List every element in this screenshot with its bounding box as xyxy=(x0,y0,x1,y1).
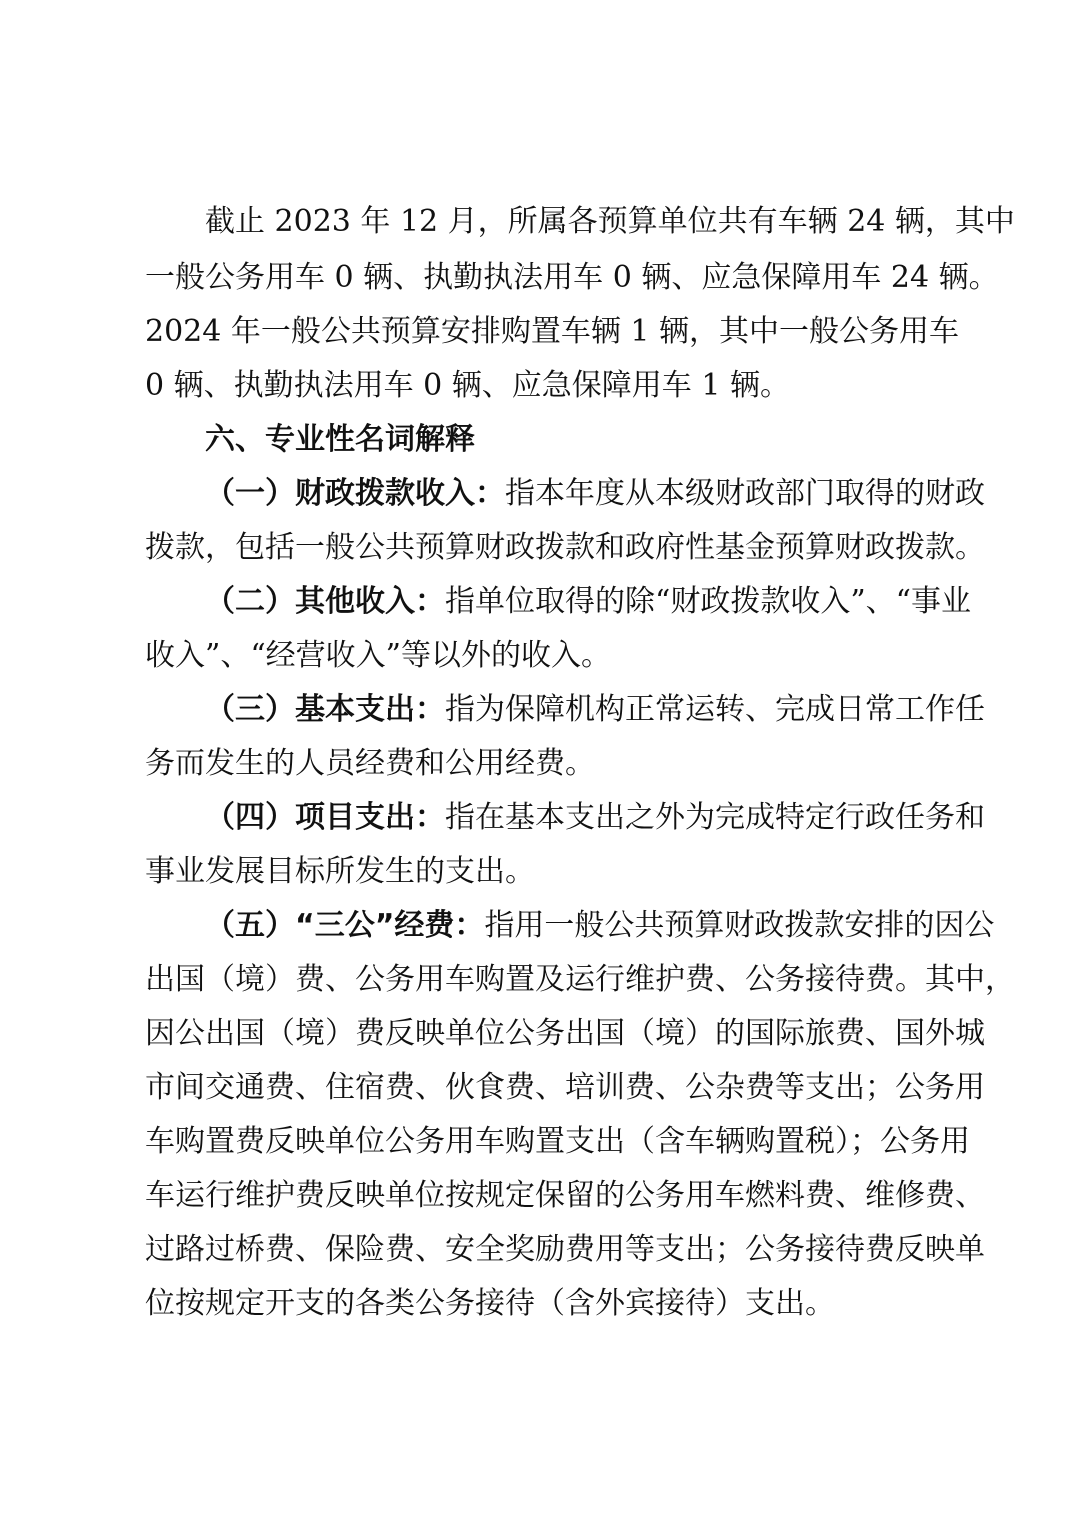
definition-5-line-6: 车运行维护费反映单位按规定保留的公务用车燃料费、维修费、 xyxy=(145,1178,985,1213)
definition-4-first-line xyxy=(205,790,985,846)
definition-5-first-line xyxy=(205,898,995,954)
definition-1-term: （一）财政拨款收入： xyxy=(205,476,505,511)
definition-5-line-8: 位按规定开支的各类公务接待（含外宾接待）支出。 xyxy=(145,1286,835,1321)
definition-1-text: 指本年度从本级财政部门取得的财政 xyxy=(505,476,985,511)
definition-1-first-line xyxy=(205,466,985,522)
definition-4-term: （四）项目支出： xyxy=(205,800,445,835)
definition-3-line-2: 务而发生的人员经费和公用经费。 xyxy=(145,746,595,781)
definition-5-line-7: 过路过桥费、保险费、安全奖励费用等支出；公务接待费反映单 xyxy=(145,1232,985,1267)
vehicles-line-3: 2024 年一般公共预算安排购置车辆 1 辆，其中一般公务用车 xyxy=(145,314,960,349)
definition-5-term: （五）“三公”经费： xyxy=(205,908,485,943)
definition-5-line-5: 车购置费反映单位公务用车购置支出（含车辆购置税）；公务用 xyxy=(145,1124,970,1159)
definition-5-line-4: 市间交通费、住宿费、伙食费、培训费、公杂费等支出；公务用 xyxy=(145,1070,985,1105)
vehicles-line-2: 一般公务用车 0 辆、执勤执法用车 0 辆、应急保障用车 24 辆。 xyxy=(145,260,999,295)
definition-5-line-2: 出国（境）费、公务用车购置及运行维护费、公务接待费。其中， xyxy=(145,962,1015,997)
definition-1-line-2: 拨款，包括一般公共预算财政拨款和政府性基金预算财政拨款。 xyxy=(145,530,985,565)
definition-5-line-3: 因公出国（境）费反映单位公务出国（境）的国际旅费、国外城 xyxy=(145,1016,985,1051)
definition-4-text: 指在基本支出之外为完成特定行政任务和 xyxy=(445,800,985,835)
definition-2-text: 指单位取得的除“财政拨款收入”、“事业 xyxy=(445,584,972,619)
vehicles-line-4: 0 辆、执勤执法用车 0 辆、应急保障用车 1 辆。 xyxy=(145,368,790,403)
definition-2-term: （二）其他收入： xyxy=(205,584,445,619)
definition-4-line-2: 事业发展目标所发生的支出。 xyxy=(145,854,535,889)
vehicles-line-1: 截止 2023 年 12 月，所属各预算单位共有车辆 24 辆，其中 xyxy=(205,204,1015,239)
section-heading: 六、专业性名词解释 xyxy=(205,422,475,457)
definition-5-text: 指用一般公共预算财政拨款安排的因公 xyxy=(484,908,995,943)
definition-3-first-line xyxy=(205,682,985,738)
definition-3-text: 指为保障机构正常运转、完成日常工作任 xyxy=(445,692,985,727)
definition-2-line-2: 收入”、“经营收入”等以外的收入。 xyxy=(145,638,612,673)
definition-3-term: （三）基本支出： xyxy=(205,692,445,727)
definition-2-first-line xyxy=(205,574,972,630)
